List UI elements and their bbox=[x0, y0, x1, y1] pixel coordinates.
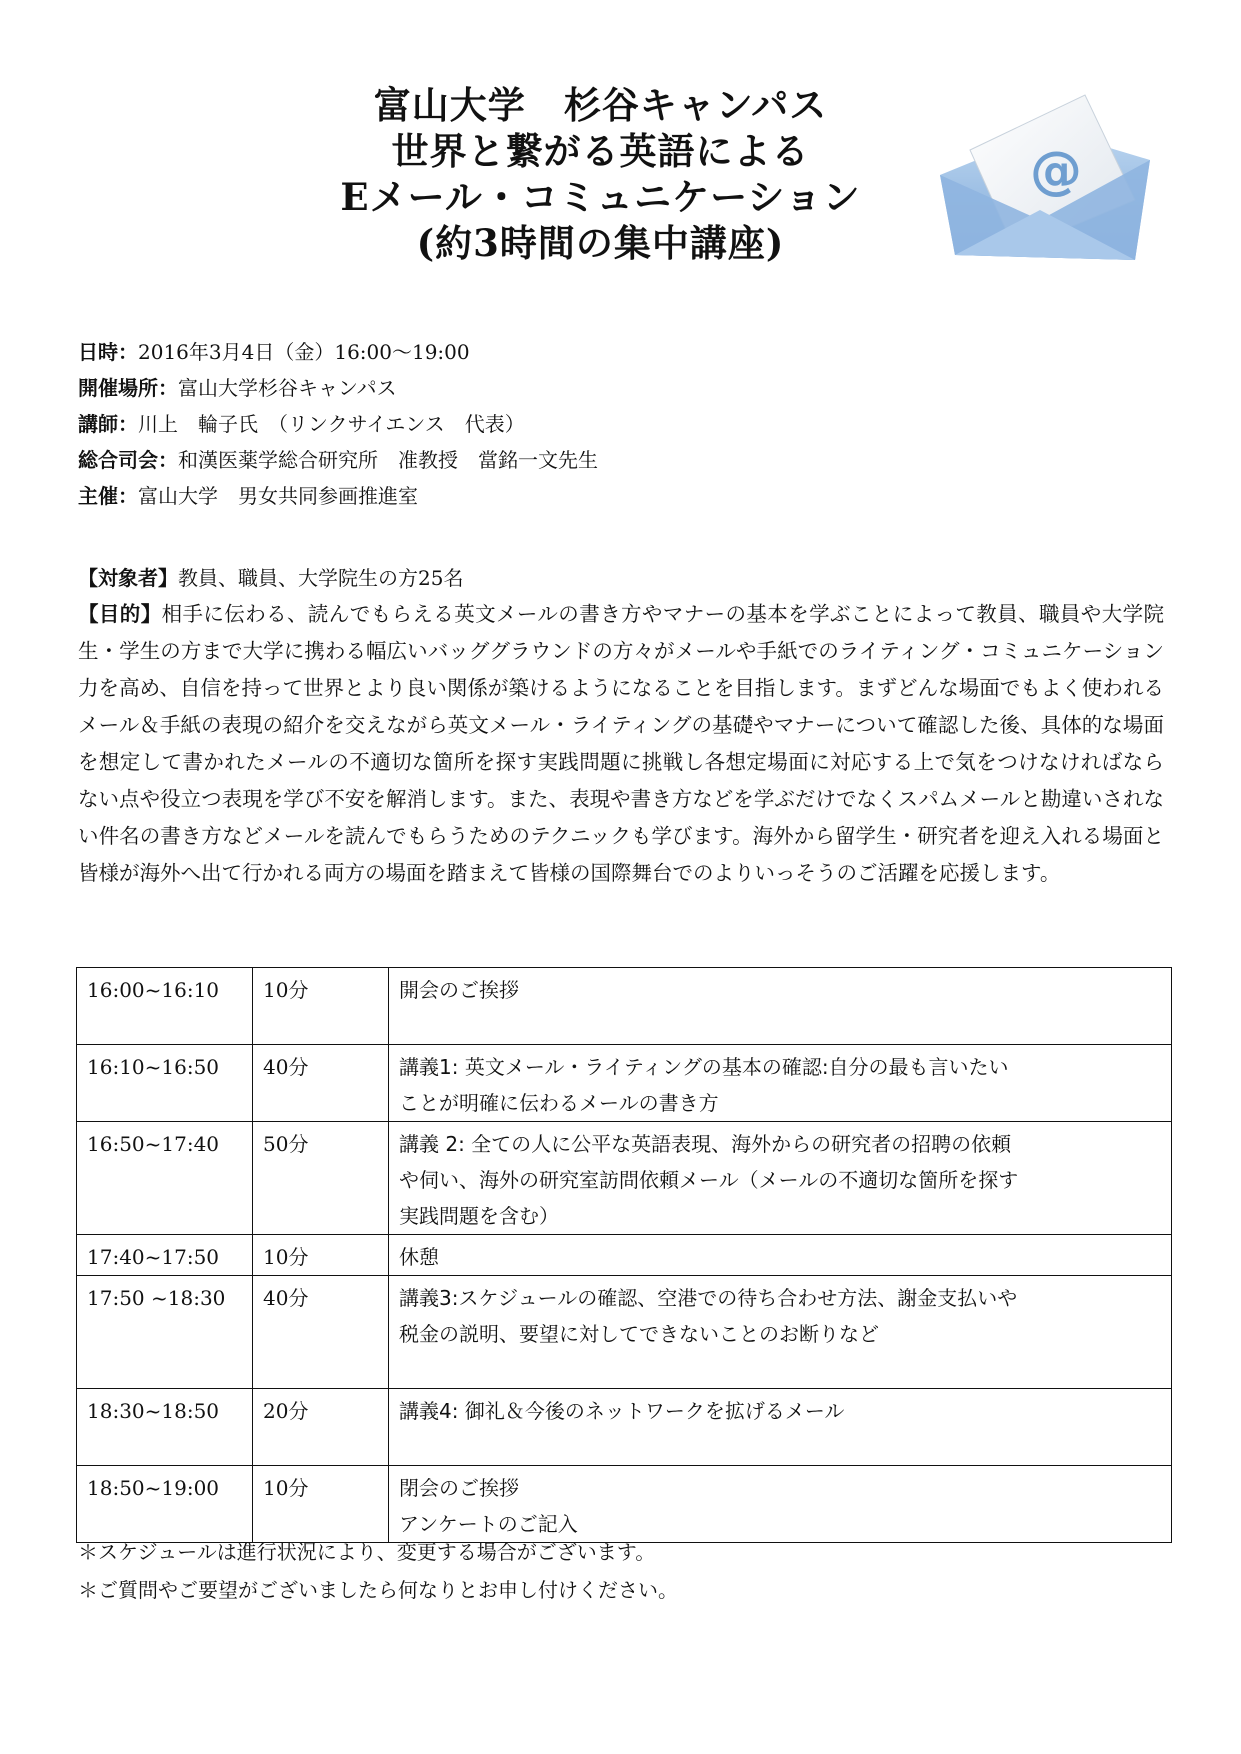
schedule-row bbox=[77, 1389, 1172, 1466]
schedule-description-line: 講義3:スケジュールの確認、空港での待ち合わせ方法、謝金支払いや bbox=[399, 1286, 1018, 1310]
schedule-table bbox=[76, 967, 1172, 1543]
title-line-3: Eメール・コミュニケーション bbox=[340, 175, 861, 219]
schedule-description-line: 閉会のご挨拶 bbox=[399, 1476, 519, 1500]
schedule-description-line: アンケートのご記入 bbox=[399, 1512, 578, 1536]
email-envelope-icon bbox=[930, 90, 1160, 270]
schedule-row bbox=[77, 1235, 1172, 1276]
schedule-duration: 40分 bbox=[253, 1045, 389, 1122]
info-label: 主催： bbox=[78, 484, 138, 508]
schedule-duration: 20分 bbox=[253, 1389, 389, 1466]
schedule-duration: 10分 bbox=[253, 1466, 389, 1543]
schedule-time: 18:50~19:00 bbox=[77, 1466, 253, 1543]
schedule-description-line: 休憩 bbox=[399, 1245, 439, 1269]
schedule-description bbox=[389, 1466, 1172, 1543]
schedule-description-line: 開会のご挨拶 bbox=[399, 978, 519, 1002]
schedule-description bbox=[389, 1235, 1172, 1276]
info-label: 講師： bbox=[78, 412, 138, 436]
purpose-text: 相手に伝わる、読んでもらえる英文メールの書き方やマナーの基本を学ぶことによって教員、職員や大学院生・学生の方まで大学に携わる幅広いバッググラウンドの方々がメールや手紙でのライティング・コミュニケーション力を高め、自信を持って世界とより良い関係が築けるようになることを目指します。まずどんな場面でもよく使われるメール＆手紙の表現の紹介を交えながら英文メール・ライティングの基礎やマナーについて確認した後、具体的な場面を想定して書かれたメールの不適切な箇所を探す実践問題に挑戦し各想定場面に対応する上で気をつけなければならない点や役立つ表現を学び不安を解消します。また、表現や書き方などを学ぶだけでなくスパムメールと勘違いされない件名の書き方などメールを読んでもらうためのテクニックも学びます。海外から留学生・研究者を迎え入れる場面と皆様が海外へ出て行かれる両方の場面を踏まえて皆様の国際舞台でのよりいっそうのご活躍を応援します。 bbox=[78, 602, 1165, 885]
schedule-description-line bbox=[399, 1429, 1161, 1465]
target-audience bbox=[78, 560, 463, 596]
schedule-description-line: 講義4: 御礼＆今後のネットワークを拡げるメール bbox=[399, 1399, 845, 1423]
title-line-2: 世界と繋がる英語による bbox=[391, 129, 810, 173]
info-row-organizer bbox=[78, 478, 1178, 514]
schedule-description-line: や伺い、海外の研究室訪問依頼メール（メールの不適切な箇所を探す bbox=[399, 1168, 1019, 1192]
schedule-description-line: ことが明確に伝わるメールの書き方 bbox=[399, 1091, 719, 1115]
schedule-row bbox=[77, 1122, 1172, 1235]
schedule-description-line: 講義1: 英文メール・ライティングの基本の確認:自分の最も言いたい bbox=[399, 1055, 1009, 1079]
info-row-date bbox=[78, 334, 1178, 370]
info-value: 2016年3月4日（金）16:00～19:00 bbox=[138, 340, 470, 364]
note-line: ＊スケジュールは進行状況により、変更する場合がございます。 bbox=[78, 1540, 656, 1564]
schedule-description bbox=[389, 968, 1172, 1045]
schedule-time: 18:30~18:50 bbox=[77, 1389, 253, 1466]
schedule-description bbox=[389, 1389, 1172, 1466]
info-label: 開催場所： bbox=[78, 376, 178, 400]
schedule-row bbox=[77, 1276, 1172, 1389]
schedule-description bbox=[389, 1276, 1172, 1389]
target-value: 教員、職員、大学院生の方25名 bbox=[178, 566, 464, 590]
purpose-label: 【目的】 bbox=[78, 602, 162, 626]
schedule-description bbox=[389, 1122, 1172, 1235]
schedule-time: 16:10~16:50 bbox=[77, 1045, 253, 1122]
schedule-time: 17:40~17:50 bbox=[77, 1235, 253, 1276]
target-label: 【対象者】 bbox=[78, 566, 178, 590]
info-row-lecturer bbox=[78, 406, 1178, 442]
info-value: 和漢医薬学総合研究所 准教授 當銘一文先生 bbox=[178, 448, 598, 472]
schedule-row bbox=[77, 968, 1172, 1045]
notes bbox=[78, 1533, 678, 1609]
schedule-description-line bbox=[399, 1008, 1161, 1044]
schedule-row bbox=[77, 1466, 1172, 1543]
schedule-time: 16:00~16:10 bbox=[77, 968, 253, 1045]
at-symbol: @ bbox=[1030, 141, 1082, 201]
schedule-time: 17:50 ~18:30 bbox=[77, 1276, 253, 1389]
schedule-description-line: 講義 2: 全ての人に公平な英語表現、海外からの研究者の招聘の依頼 bbox=[399, 1132, 1012, 1156]
info-value: 川上 輪子氏 （リンクサイエンス 代表） bbox=[138, 412, 525, 436]
schedule-duration: 40分 bbox=[253, 1276, 389, 1389]
schedule-duration: 10分 bbox=[253, 968, 389, 1045]
info-label: 日時： bbox=[78, 340, 138, 364]
schedule-time: 16:50~17:40 bbox=[77, 1122, 253, 1235]
info-row-venue bbox=[78, 370, 1178, 406]
schedule-row bbox=[77, 1045, 1172, 1122]
schedule-description-line: 実践問題を含む） bbox=[399, 1204, 559, 1228]
event-info bbox=[78, 334, 1178, 514]
title-line-1: 富山大学 杉谷キャンパス bbox=[373, 83, 828, 127]
note-line: ＊ご質問やご要望がございましたら何なりとお申し付けください。 bbox=[78, 1578, 678, 1602]
schedule-description bbox=[389, 1045, 1172, 1122]
schedule-description-line bbox=[399, 1352, 1161, 1388]
schedule-duration: 10分 bbox=[253, 1235, 389, 1276]
schedule-duration: 50分 bbox=[253, 1122, 389, 1235]
info-row-moderator bbox=[78, 442, 1178, 478]
purpose-paragraph bbox=[78, 596, 1164, 892]
title-line-4: (約3時間の集中講座) bbox=[416, 221, 785, 265]
info-label: 総合司会： bbox=[78, 448, 178, 472]
info-value: 富山大学杉谷キャンパス bbox=[178, 376, 397, 400]
schedule-description-line: 税金の説明、要望に対してできないことのお断りなど bbox=[399, 1322, 879, 1346]
info-value: 富山大学 男女共同参画推進室 bbox=[138, 484, 418, 508]
